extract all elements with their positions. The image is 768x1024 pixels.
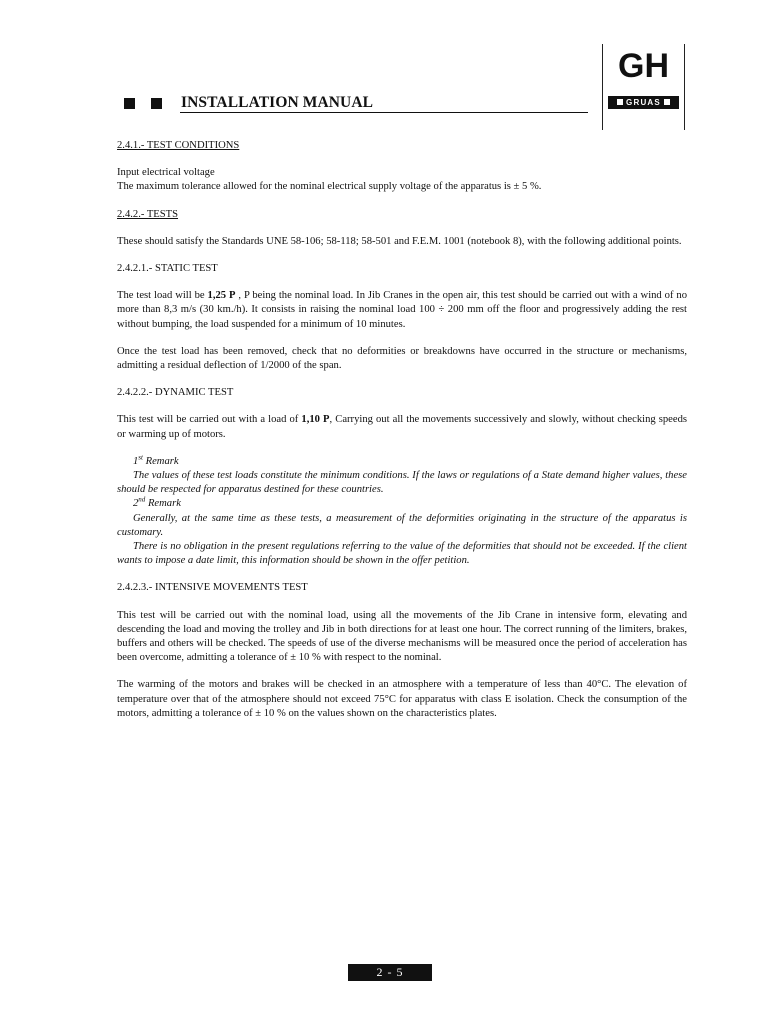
paragraph xyxy=(117,413,687,441)
header-square-icon xyxy=(151,98,162,109)
text-run: , Carrying out all the movements successively and slowly, without checking speeds or warming up of motors. xyxy=(117,414,687,440)
page-number: 2 - 5 xyxy=(348,964,432,981)
remark-ordinal: nd xyxy=(138,495,146,504)
paragraph: The warming of the motors and brakes will be checked in an atmosphere with a temperature of less than 40°C. The elevation of temperature over that of the atmosphere should not exceed 75°C for apparatus with class E isolation. Check the consumption of the motors, admitting a tolerance of ± 10 % on the values shown on the characteristics plates. xyxy=(117,679,687,719)
paragraph: Input electrical voltage xyxy=(117,167,215,179)
logo-gruas-text: GRUAS xyxy=(626,98,661,107)
section-heading: 2.4.2.- TESTS xyxy=(117,208,179,220)
text-run: This test will be carried out with a load of xyxy=(117,414,302,426)
remark-title xyxy=(133,497,687,511)
remark-text: The values of these test loads constitute the minimum conditions. If the laws or regulations of a State demand higher values, these should be respected for apparatus destined for these countries. xyxy=(117,470,687,496)
logo-gh-text: GH xyxy=(618,47,669,85)
paragraph: The maximum tolerance allowed for the nominal electrical supply voltage of the apparatus is ± 5 %. xyxy=(117,181,542,193)
remark-ordinal: st xyxy=(138,453,143,462)
section-heading: 2.4.1.- TEST CONDITIONS xyxy=(117,140,240,151)
paragraph: Once the test load has been removed, check that no deformities or breakdowns have occurred in the structure or mechanisms, admitting a residual deflection of 1/2000 of the span. xyxy=(117,345,687,372)
bold-value: 1,25 P xyxy=(207,290,236,302)
section-heading: 2.4.2.3.- INTENSIVE MOVEMENTS TEST xyxy=(117,582,308,594)
logo-gruas-bar xyxy=(608,96,679,109)
remark-text: Generally, at the same time as these tests, a measurement of the deformities originating in the structure of the apparatus is customary. xyxy=(117,512,687,538)
remark-text: There is no obligation in the present regulations referring to the value of the deformities that should not be exceeded. If the client wants to impose a date limit, this information should be shown in the offer petition. xyxy=(117,541,687,567)
remark-number: 2 xyxy=(133,498,139,510)
manual-title: INSTALLATION MANUAL xyxy=(181,94,374,111)
section-heading: 2.4.2.1.- STATIC TEST xyxy=(117,263,218,275)
paragraph: This test will be carried out with the nominal load, using all the movements of the Jib Crane in intensive form, elevating and descending the load and moving the trolley and Jib in both directions for at least one hour. The correct running of the limiters, brakes, buffers and others will be checked. The speeds of use of the diverse mechanisms will be measured once the period of acceleration has been overcome, admitting a tolerance of ± 10 % with respect to the nominal. xyxy=(117,609,687,664)
document-body xyxy=(117,139,687,721)
paragraph: These should satisfy the Standards UNE 58-106; 58-118; 58-501 and F.E.M. 1001 (notebook 8), with the following additional points. xyxy=(117,235,682,247)
remark-title xyxy=(133,455,687,469)
remark-label: Remark xyxy=(145,498,181,510)
text-run: The test load will be xyxy=(117,290,208,302)
remark-number: 1 xyxy=(133,455,139,467)
header-rule xyxy=(180,112,588,113)
remark-label: Remark xyxy=(142,455,179,467)
bold-value: 1,10 P xyxy=(301,414,330,426)
remarks-block xyxy=(117,455,687,569)
section-heading: 2.4.2.2.- DYNAMIC TEST xyxy=(117,387,234,399)
logo-square-icon xyxy=(617,99,623,105)
paragraph xyxy=(117,289,687,332)
text-run: , P being the nominal load. In Jib Cranes in the open air, this test should be carried out with a wind of no more than 8,3 m/s (30 km./h). It consists in raising the nominal load 100 ÷ 200 mm off the floor and progressively adding the rest without bumping, the load suspended for a minimum of 10 minutes. xyxy=(117,290,687,330)
logo-square-icon xyxy=(664,99,670,105)
header-square-icon xyxy=(124,98,135,109)
